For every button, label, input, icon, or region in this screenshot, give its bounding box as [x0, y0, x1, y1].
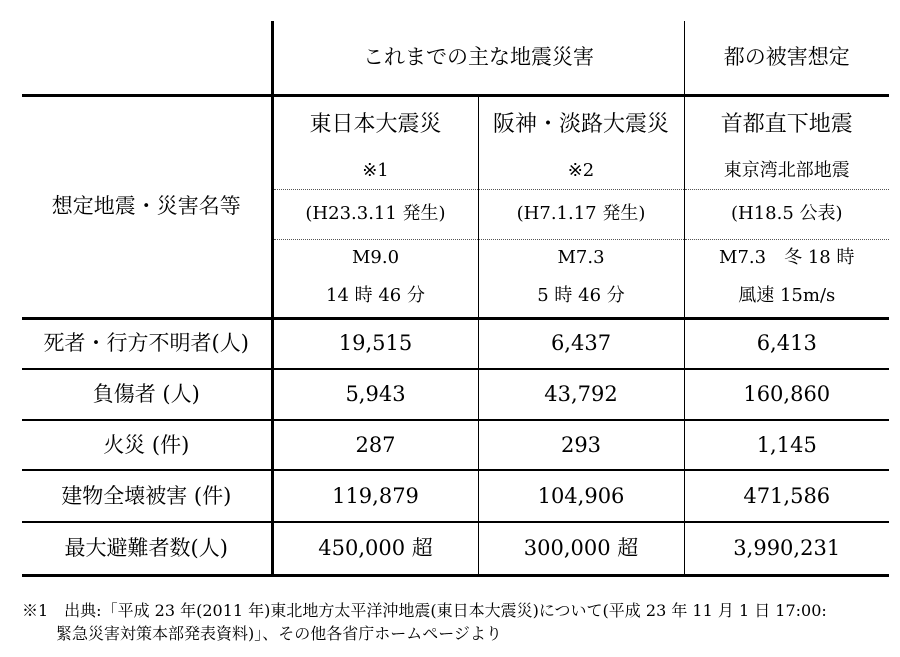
row-label-evacuees: 最大避難者数(人)	[22, 522, 272, 575]
table-row	[22, 522, 889, 575]
scenario-time-2: 5 時 46 分	[478, 276, 684, 318]
cell-injured-3: 160,860	[743, 382, 831, 406]
cell-evacuees-3: 3,990,231	[733, 535, 841, 560]
scenario-note-3: 東京湾北部地震	[723, 159, 850, 181]
scenario-note-2: ※2	[478, 153, 684, 189]
scenario-magnitude-2: M7.3	[478, 239, 684, 276]
cell-fires-1: 287	[272, 420, 478, 470]
table-row	[22, 369, 889, 420]
scenario-name-1: 東日本大震災	[272, 95, 478, 153]
cell-evacuees-2: 300,000 超	[478, 522, 684, 575]
scenario-name-3: 首都直下地震	[720, 111, 853, 137]
row-label-buildings: 建物全壊被害 (件)	[22, 470, 272, 522]
scenario-note-1: ※1	[272, 153, 478, 189]
row-label-fires: 火災 (件)	[22, 420, 272, 470]
cell-evacuees-1: 450,000 超	[272, 522, 478, 575]
table-row	[22, 318, 889, 369]
scenario-date-2: (H7.1.17 発生)	[478, 189, 684, 239]
row-label-deaths: 死者・行方不明者(人)	[22, 318, 272, 369]
table-row	[22, 470, 889, 522]
header-past-disasters: これまでの主な地震災害	[272, 21, 684, 95]
footnote-line-2: 緊急災害対策本部発表資料)」、その他各省庁ホームページより	[56, 624, 502, 643]
scenario-date-3: (H18.5 公表)	[730, 203, 843, 224]
cell-deaths-1: 19,515	[272, 318, 478, 369]
scenario-row-label: 想定地震・災害名等	[22, 95, 272, 318]
header-empty-cell	[22, 21, 272, 95]
scenario-name-2: 阪神・淡路大震災	[478, 95, 684, 153]
cell-injured-1: 5,943	[272, 369, 478, 420]
header-tokyo-estimate: 都の被害想定	[723, 44, 850, 69]
scenario-date-1: (H23.3.11 発生)	[272, 189, 478, 239]
scenario-time-1: 14 時 46 分	[272, 276, 478, 318]
cell-buildings-3: 471,586	[743, 483, 831, 508]
cell-injured-2: 43,792	[478, 369, 684, 420]
scenario-name-row	[22, 95, 889, 153]
earthquake-damage-table	[22, 21, 889, 577]
scenario-magnitude-3: M7.3 冬 18 時	[719, 246, 855, 268]
cell-fires-3: 1,145	[756, 432, 817, 457]
cell-deaths-2: 6,437	[478, 318, 684, 369]
table-row	[22, 420, 889, 470]
row-label-injured: 負傷者 (人)	[22, 369, 272, 420]
header-row	[22, 21, 889, 95]
scenario-time-3: 風速 15m/s	[738, 285, 836, 307]
footnote-line-1: ※1 出典:「平成 23 年(2011 年)東北地方太平洋沖地震(東日本大震災)について(平成 23 年 11 月 1 日 17:00:	[22, 601, 827, 620]
cell-buildings-2: 104,906	[478, 470, 684, 522]
cell-buildings-1: 119,879	[272, 470, 478, 522]
cell-fires-2: 293	[478, 420, 684, 470]
scenario-magnitude-1: M9.0	[272, 239, 478, 276]
cell-deaths-3: 6,413	[756, 331, 817, 356]
